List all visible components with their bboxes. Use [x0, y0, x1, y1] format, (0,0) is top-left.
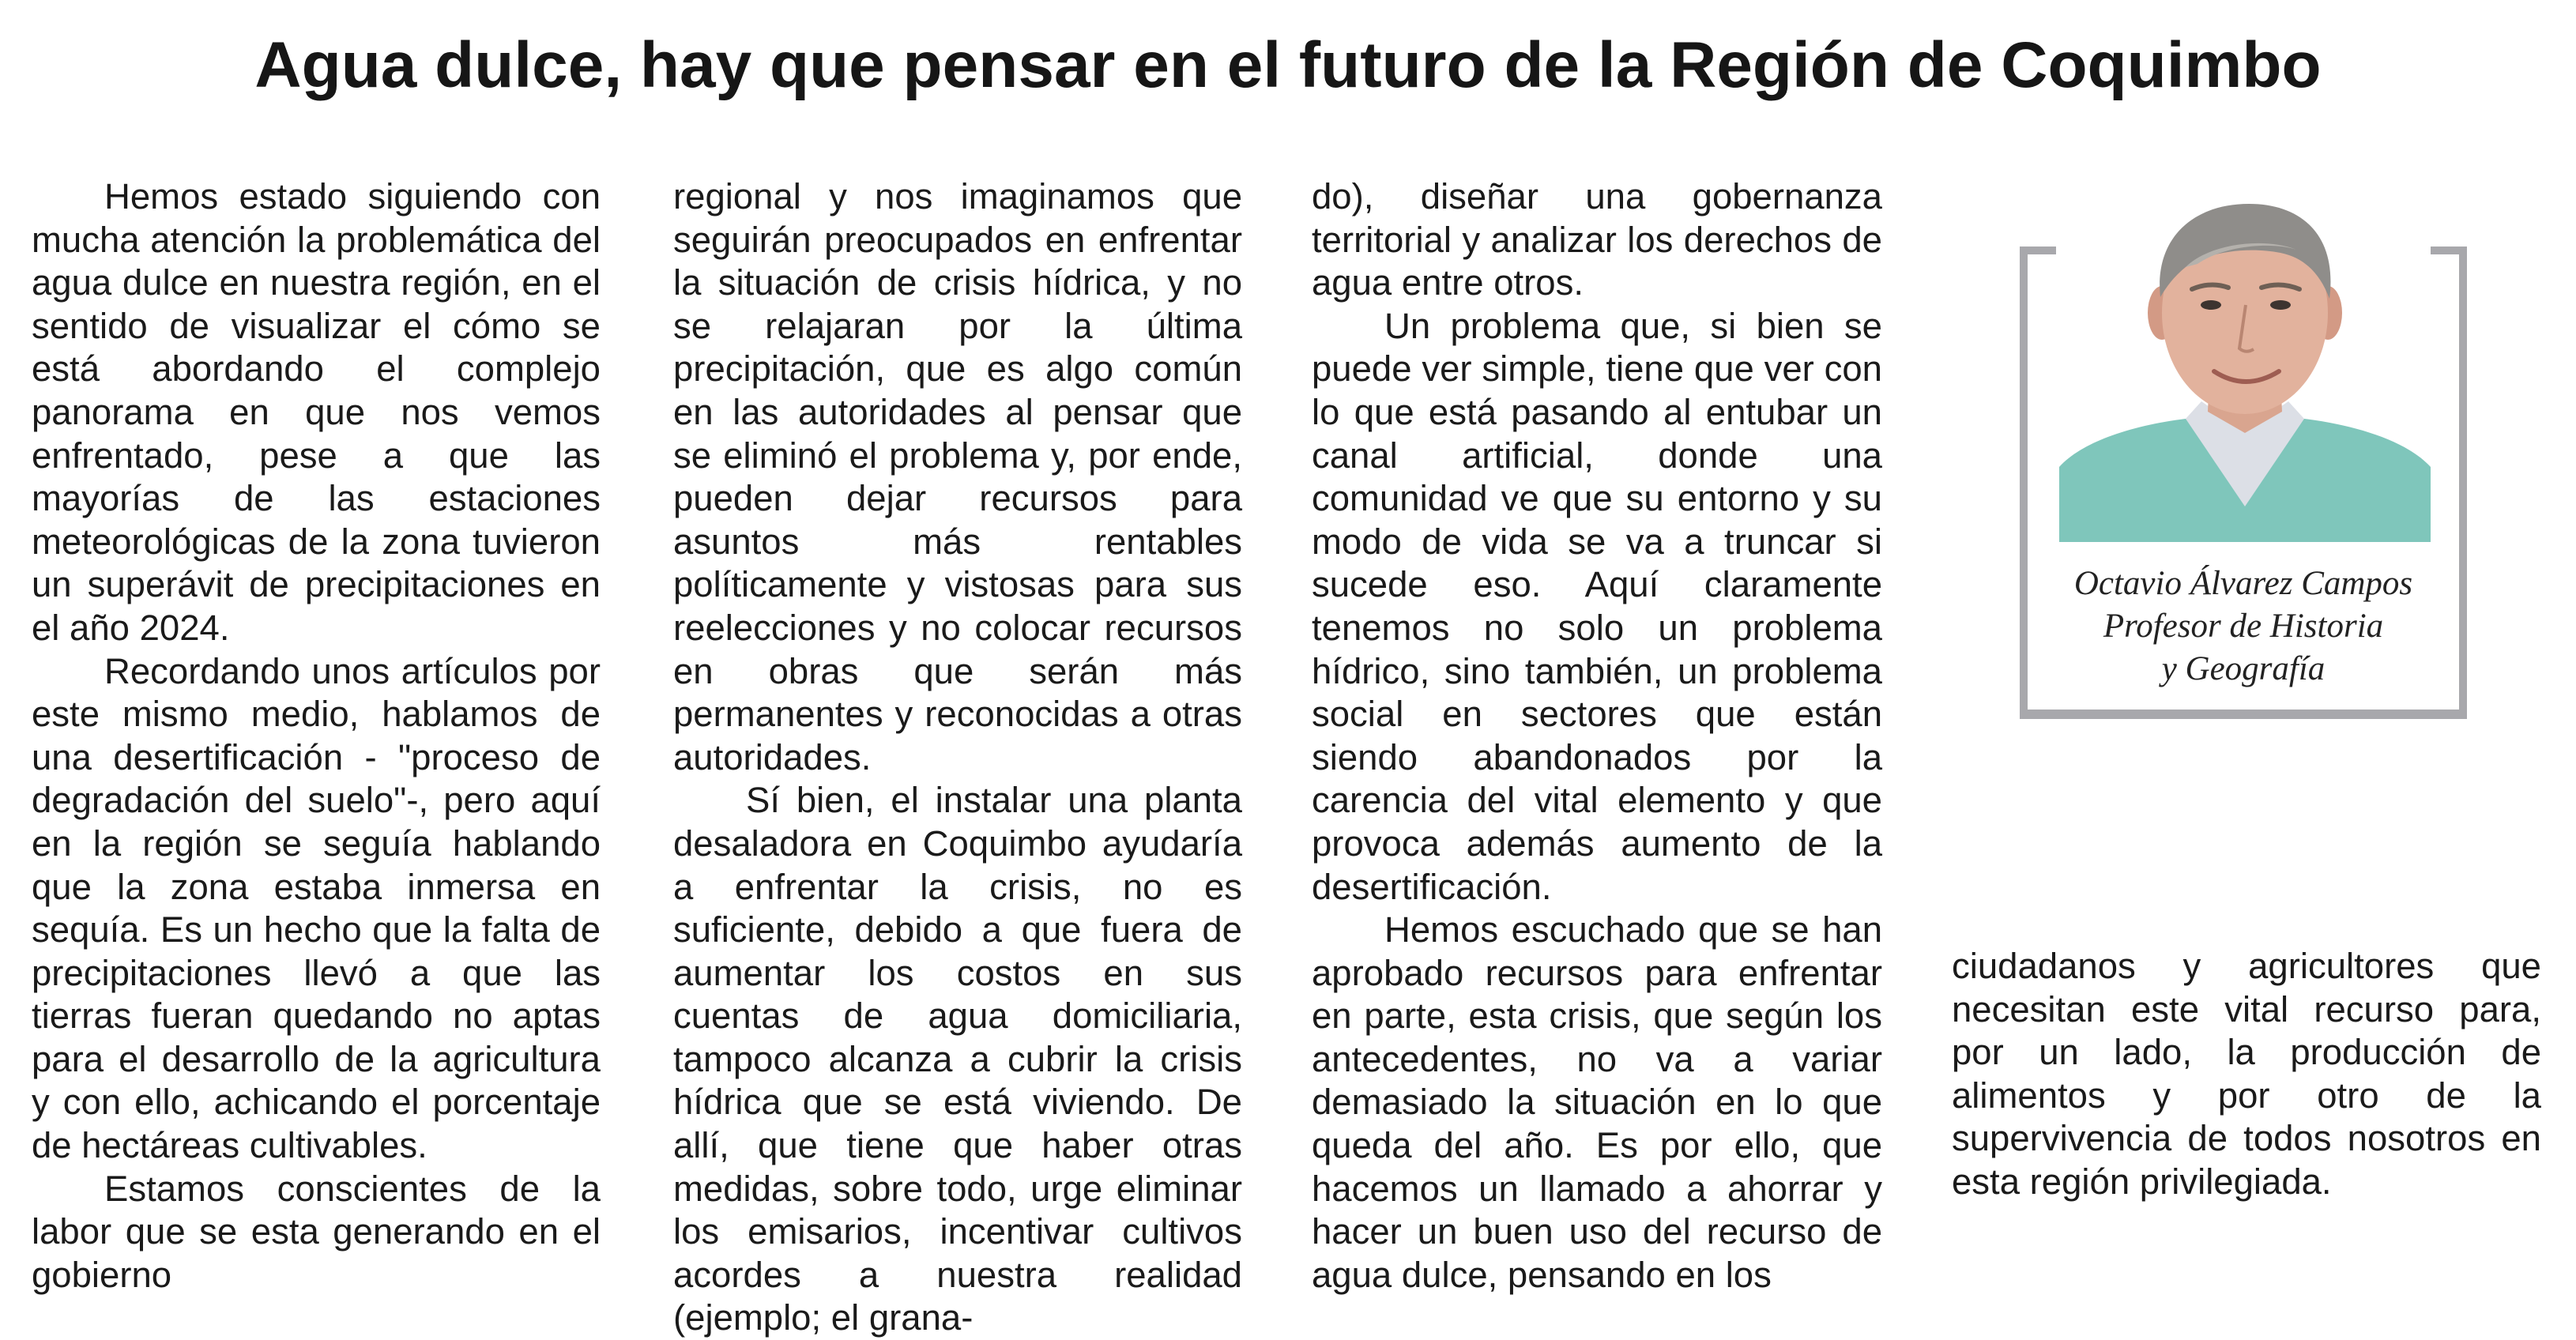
paragraph: Hemos escuchado que se han aprobado recursos para enfrentar en parte, esta crisis, que según los antecedentes, no va a variar demasiado la situación en lo que queda del año. Es por ello, que hacemos un llamado a ahorrar y hacer un buen uso del recurso de agua dulce, pensando en los: [1312, 909, 1882, 1295]
paragraph: ciudadanos y agricultores que necesitan este vital recurso para, por un lado, la producción de alimentos y por otro de la supervivencia de todos nosotros en esta región privilegiada.: [1952, 946, 2541, 1202]
paragraph: Hemos estado siguiendo con mucha atención la problemática del agua dulce en nuestra región, en el sentido de visualizar el cómo se está abordando el complejo panorama en que nos vemos enfrentado, pese a que las mayorías de las estaciones meteorológicas de la zona tuvieron un superávit de precipitaciones en el año 2024.: [32, 176, 601, 648]
author-portrait: [2059, 194, 2431, 542]
paragraph: regional y nos imaginamos que seguirán preocupados en enfrentar la situación de crisis hídrica, y no se relajaran por la última precipitación, que es algo común en las autoridades al pensar que se eliminó el problema y, por ende, pueden dejar recursos para asuntos más rentables políticamente y vistosas para sus reelecciones y no colocar recursos en obras que serán más permanentes y reconocidas a otras autoridades.: [673, 176, 1242, 777]
eye-left: [2201, 300, 2221, 310]
eye-right: [2270, 300, 2291, 310]
paragraph: Sí bien, el instalar una planta desaladora en Coquimbo ayudaría a enfrentar la crisis, no es suficiente, debido a que fuera de aumentar los costos en sus cuentas de agua domiciliaria, tampoco alcanza a cubrir la crisis hídrica que se está viviendo. De allí, que tiene que haber otras medidas, sobre todo, urge eliminar los emisarios, incentivar cultivos acordes a nuestra realidad (ejemplo; el grana-: [673, 780, 1242, 1338]
author-caption: [2028, 563, 2459, 691]
article-title: Agua dulce, hay que pensar en el futuro de la Región de Coquimbo: [254, 29, 2322, 101]
paragraph: Estamos conscientes de la labor que se esta generando en el gobierno: [32, 1168, 601, 1295]
article-column-4: [1952, 945, 2541, 1204]
author-box: [2020, 247, 2467, 719]
author-role: Profesor de Historia: [2103, 608, 2384, 645]
paragraph: do), diseñar una gobernanza territorial y analizar los derechos de agua entre otros.: [1312, 176, 1882, 303]
article-column-2: [673, 175, 1242, 1340]
author-photo: [2059, 194, 2431, 542]
article-column-3: [1312, 175, 1882, 1297]
author-role-2: y Geografía: [2161, 650, 2326, 687]
article-column-1: [32, 175, 601, 1297]
paragraph: Recordando unos artículos por este mismo medio, hablamos de una desertificación - "proceso de degradación del suelo"-, pero aquí en la región se seguía hablando que la zona estaba inmersa en sequía. Es un hecho que la falta de precipitaciones llevó a que las tierras fueran quedando no aptas para el desarrollo de la agricultura y con ello, achicando el porcentaje de hectáreas cultivables.: [32, 650, 601, 1166]
paragraph: Un problema que, si bien se puede ver simple, tiene que ver con lo que está pasando al entubar un canal artificial, donde una comunidad ve que su entorno y su modo de vida se va a truncar si sucede eso. Aquí claramente tenemos no solo un problema hídrico, sino también, un problema social en sectores que están siendo abandonados por la carencia del vital elemento y que provoca además aumento de la desertificación.: [1312, 305, 1882, 907]
author-name: Octavio Álvarez Campos: [2073, 565, 2413, 602]
